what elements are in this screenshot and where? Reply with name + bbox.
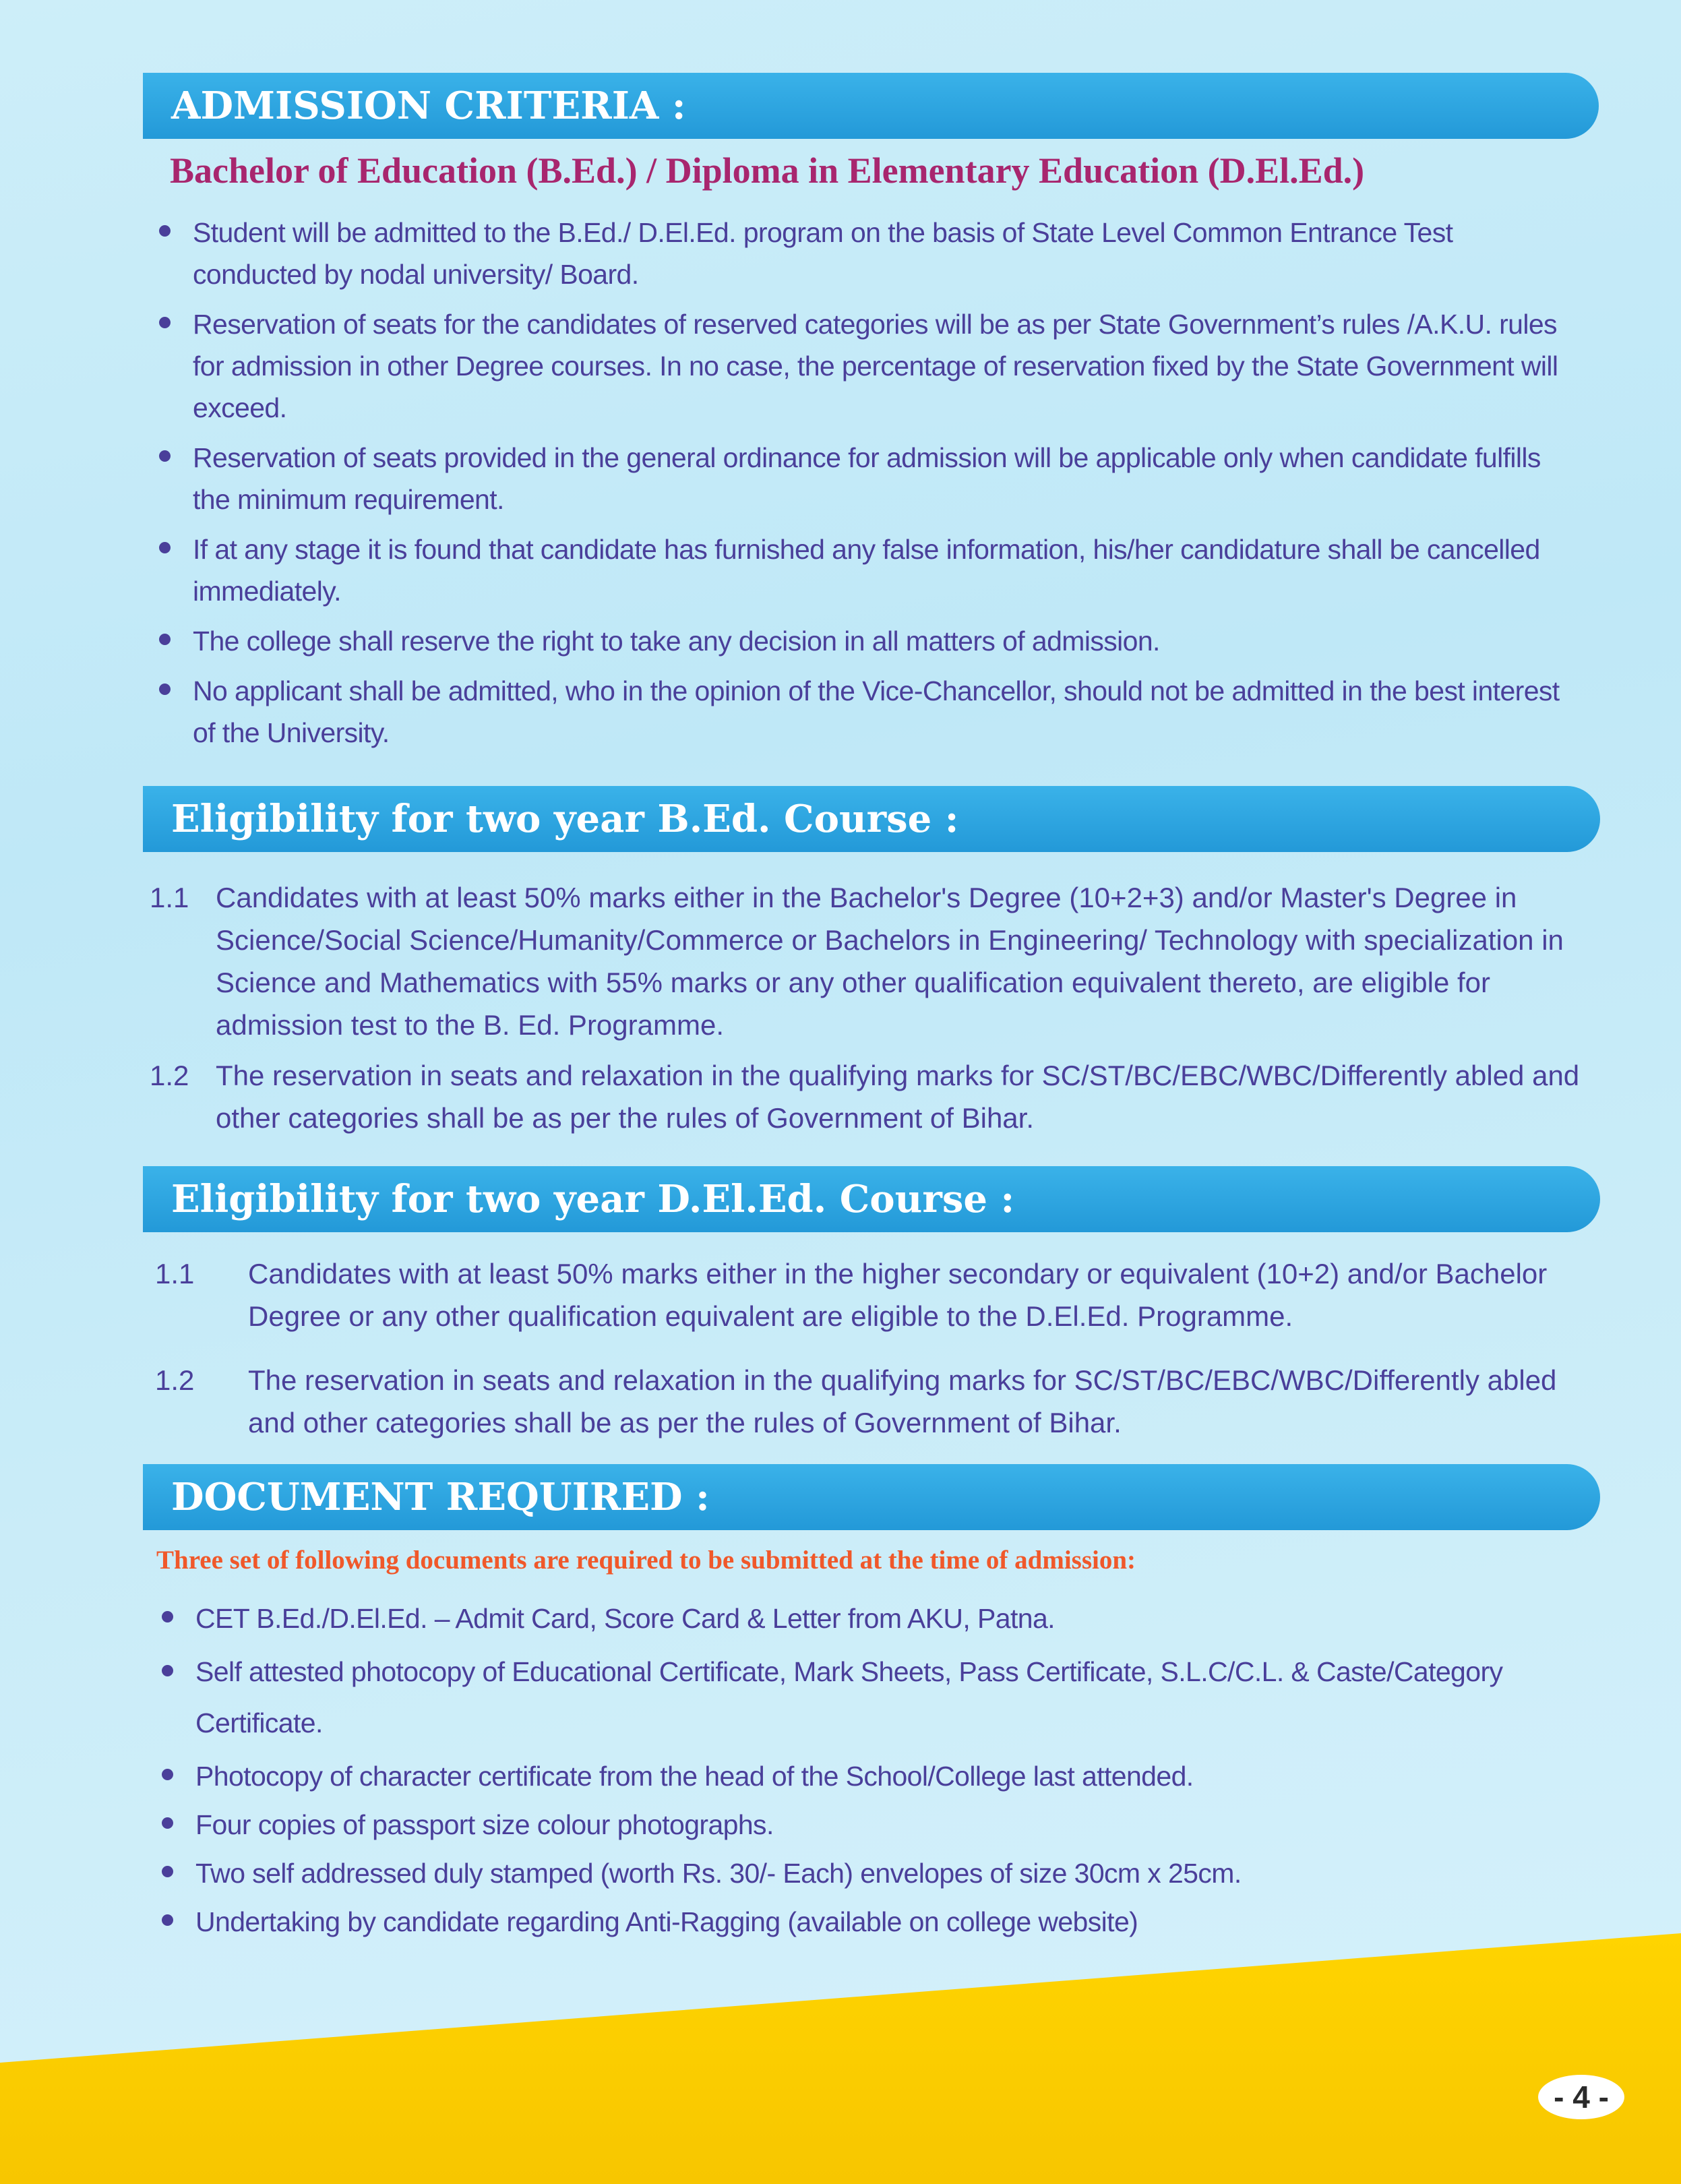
document-required-heading: DOCUMENT REQUIRED :	[171, 1475, 710, 1519]
bullet-icon	[159, 684, 171, 695]
bed-eligibility-list	[150, 876, 1599, 1139]
bullet-icon	[162, 1665, 173, 1676]
bullet-icon	[162, 1866, 173, 1877]
admission-criteria-banner	[143, 73, 1599, 139]
deled-eligibility-list	[155, 1252, 1604, 1444]
bullet-icon	[162, 1769, 173, 1780]
list-item: CET B.Ed./D.El.Ed. – Admit Card, Score Card & Letter from AKU, Patna.	[162, 1598, 1523, 1639]
page-number: - 4 -	[1538, 2075, 1624, 2119]
list-item: 1.1 Candidates with at least 50% marks either in the higher secondary or equivalent (10+2) and/or Bachelor Degree or any other qualification equivalent are eligible to the D.El.Ed. Programme.	[155, 1252, 1604, 1337]
list-item: Four copies of passport size colour photographs.	[162, 1804, 1523, 1846]
bullet-icon	[162, 1914, 173, 1926]
list-item: Reservation of seats for the candidates of reserved categories will be as per State Government’s rules /A.K.U. rules for admission in other Degree courses. In no case, the percentage of reservation fixed by the State Government will exceed.	[159, 303, 1561, 429]
deled-eligibility-heading: Eligibility for two year D.El.Ed. Course :	[171, 1177, 1015, 1221]
documents-list	[162, 1598, 1523, 1943]
admission-criteria-list	[159, 212, 1561, 754]
documents-note: Three set of following documents are required to be submitted at the time of admission:	[156, 1546, 1136, 1575]
list-item: Two self addressed duly stamped (worth Rs. 30/- Each) envelopes of size 30cm x 25cm.	[162, 1852, 1523, 1894]
bullet-icon	[159, 225, 171, 237]
document-required-banner	[143, 1464, 1600, 1530]
list-item: 1.2 The reservation in seats and relaxation in the qualifying marks for SC/ST/BC/EBC/WBC/Differently abled and other categories shall be as per the rules of Government of Bihar.	[155, 1359, 1604, 1444]
item-number: 1.2	[155, 1364, 195, 1396]
list-item: Self attested photocopy of Educational Certificate, Mark Sheets, Pass Certificate, S.L.C/C.L. & Caste/Category Certificate.	[162, 1646, 1523, 1749]
list-item: Student will be admitted to the B.Ed./ D.El.Ed. program on the basis of State Level Common Entrance Test conducted by nodal university/ Board.	[159, 212, 1561, 295]
item-number: 1.1	[150, 882, 189, 913]
deled-eligibility-banner	[143, 1166, 1600, 1232]
list-item: Photocopy of character certificate from the head of the School/College last attended.	[162, 1755, 1523, 1797]
bullet-icon	[159, 542, 171, 553]
list-item: The college shall reserve the right to take any decision in all matters of admission.	[159, 620, 1561, 662]
list-item: 1.2 The reservation in seats and relaxation in the qualifying marks for SC/ST/BC/EBC/WBC/Differently abled and other categories shall be as per the rules of Government of Bihar.	[150, 1054, 1599, 1139]
bed-eligibility-heading: Eligibility for two year B.Ed. Course :	[171, 797, 959, 841]
bullet-icon	[159, 450, 171, 462]
bullet-icon	[162, 1817, 173, 1829]
list-item: Undertaking by candidate regarding Anti-Ragging (available on college website)	[162, 1901, 1523, 1943]
list-item: No applicant shall be admitted, who in the opinion of the Vice-Chancellor, should not be admitted in the best interest of the University.	[159, 670, 1561, 754]
bed-eligibility-banner	[143, 786, 1600, 852]
bullet-icon	[159, 317, 171, 328]
item-number: 1.2	[150, 1060, 189, 1091]
list-item: If at any stage it is found that candidate has furnished any false information, his/her candidature shall be cancelled immediately.	[159, 528, 1561, 612]
item-number: 1.1	[155, 1258, 195, 1290]
admission-criteria-heading: ADMISSION CRITERIA :	[171, 84, 686, 128]
list-item: 1.1 Candidates with at least 50% marks either in the Bachelor's Degree (10+2+3) and/or Master's Degree in Science/Social Science/Humanity/Commerce or Bachelors in Engineering/ Technology with specialization in Science and Mathematics with 55% marks or any other qualification equivalent thereto, are eligible for admission test to the B. Ed. Programme.	[150, 876, 1599, 1046]
bullet-icon	[159, 634, 171, 645]
bullet-icon	[162, 1611, 173, 1622]
list-item: Reservation of seats provided in the general ordinance for admission will be applicable only when candidate fulfills the minimum requirement.	[159, 437, 1561, 520]
course-subheading: Bachelor of Education (B.Ed.) / Diploma in Elementary Education (D.El.Ed.)	[170, 150, 1365, 191]
